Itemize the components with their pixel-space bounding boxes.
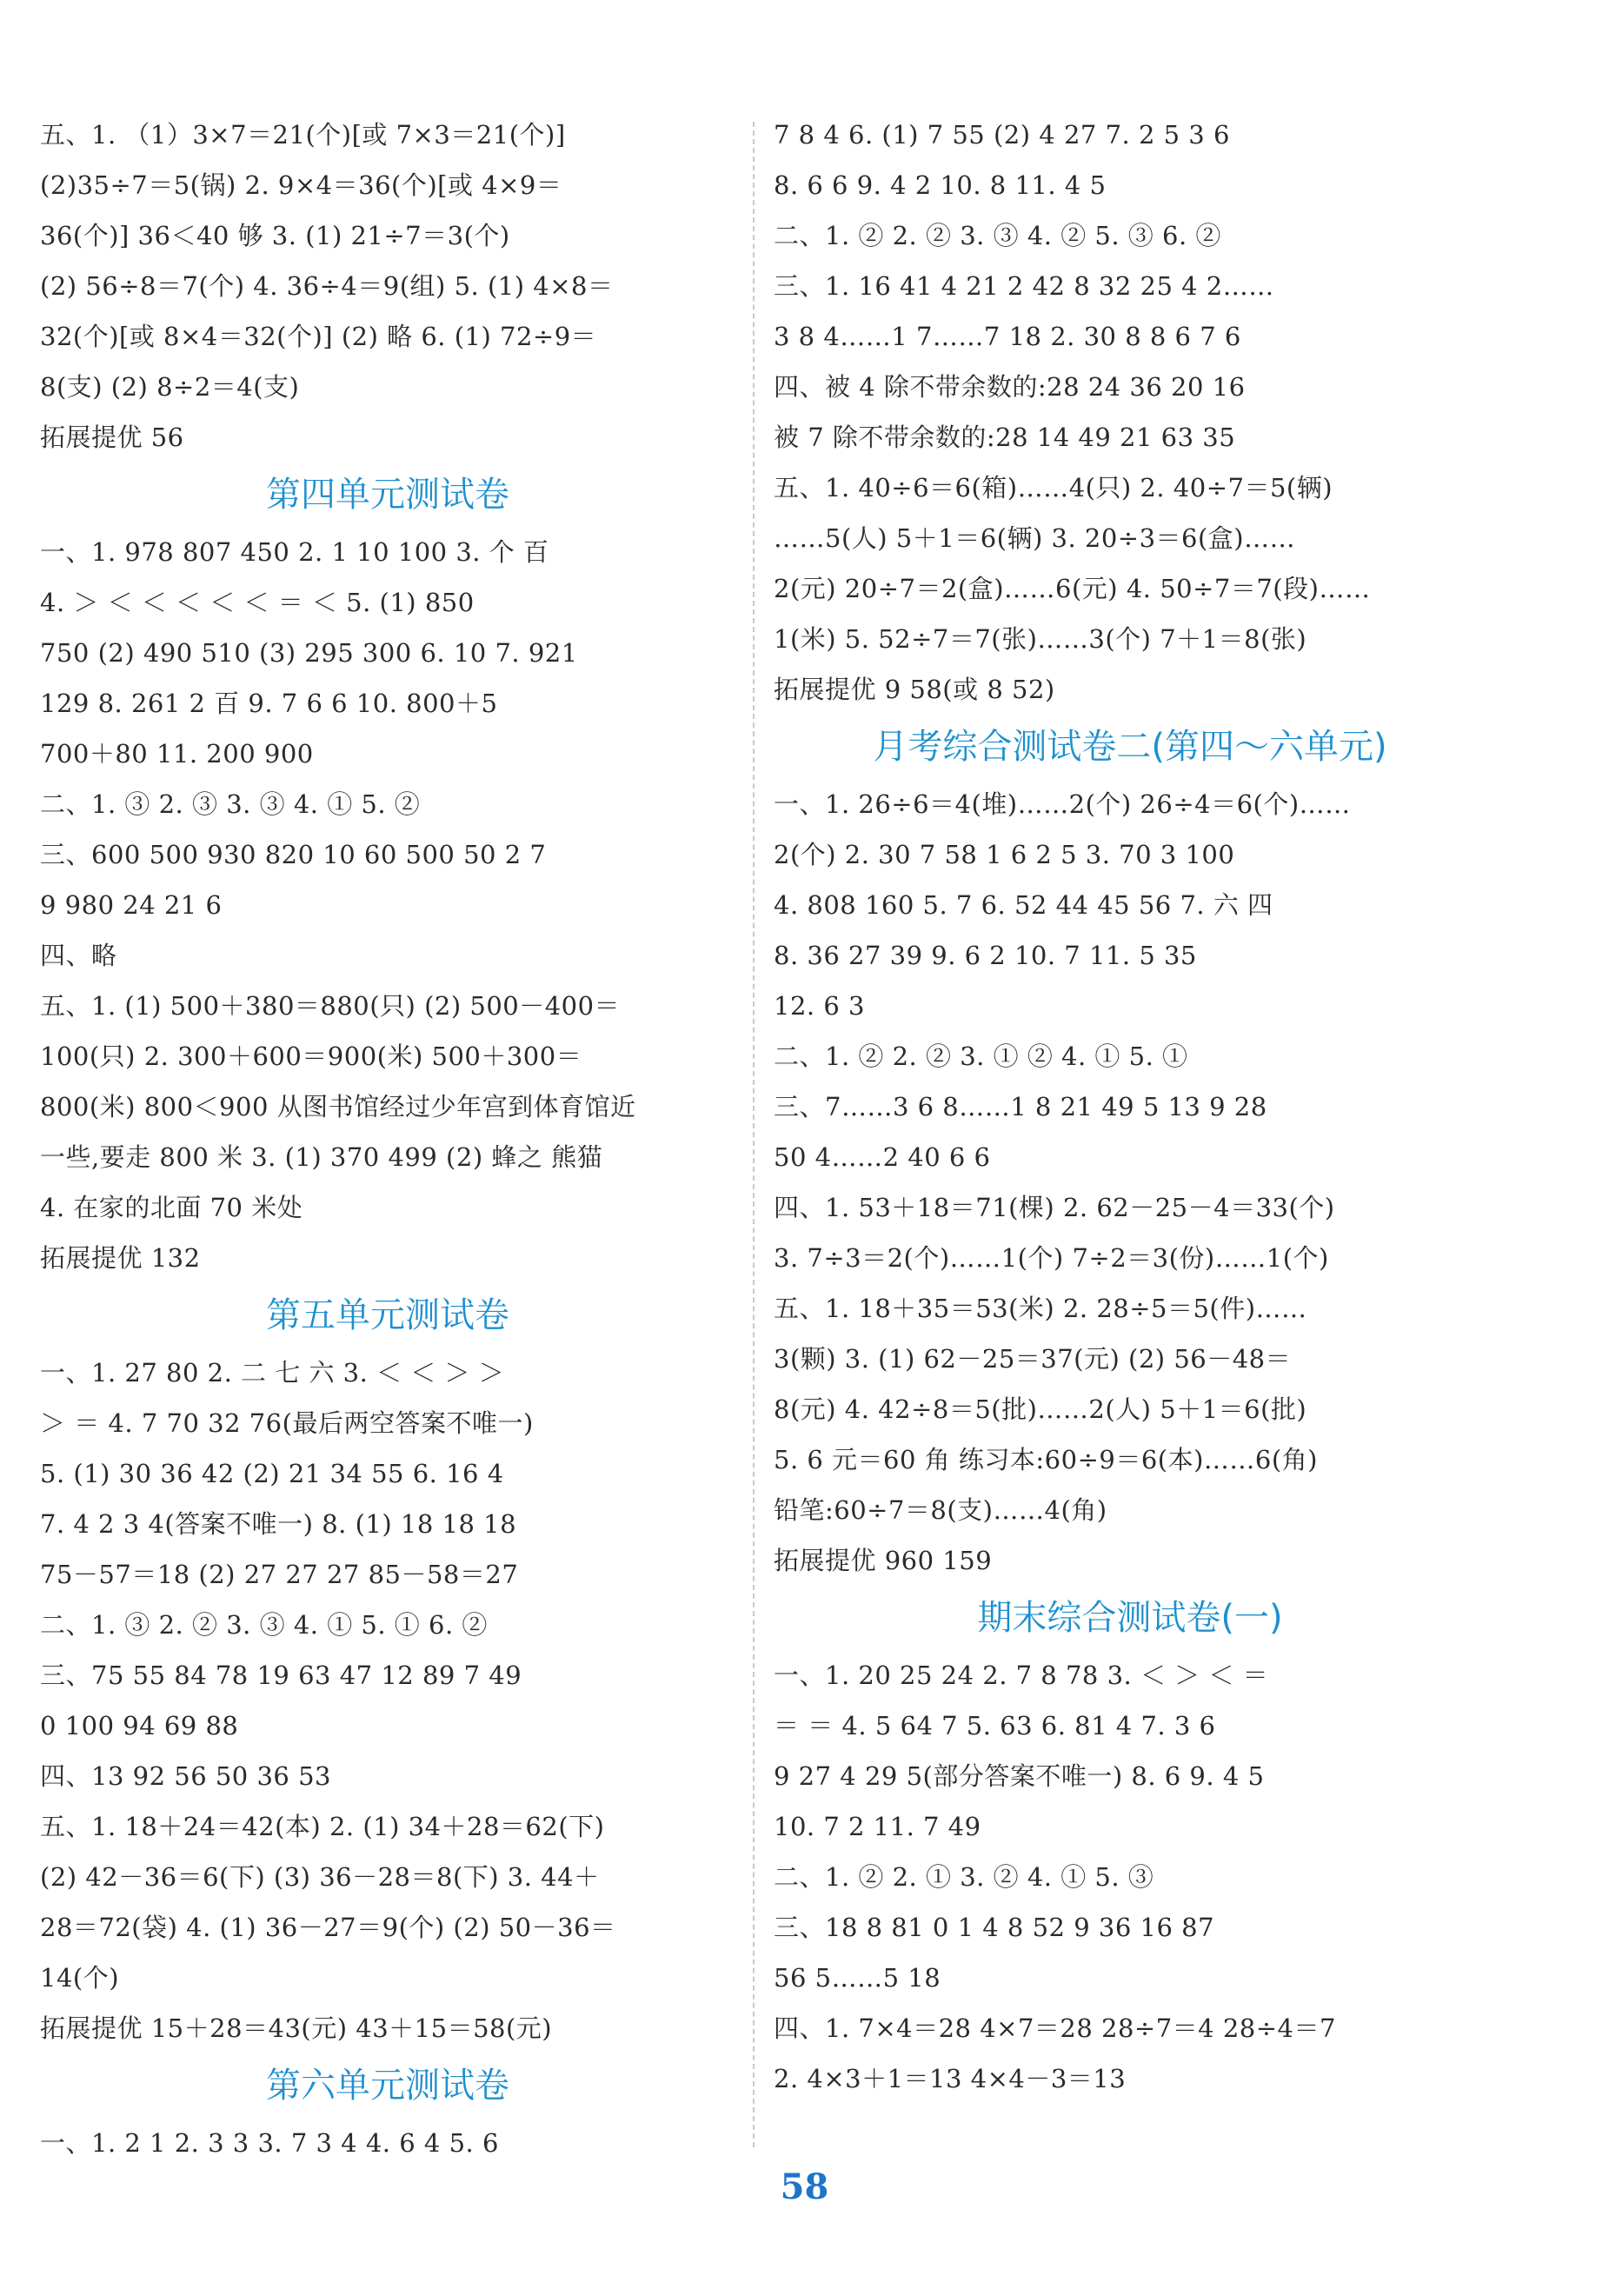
answer-line: 四、被 4 除不带余数的:28 24 36 20 16 bbox=[774, 372, 1246, 402]
answer-line: 二、1. ③ 2. ③ 3. ③ 4. ① 5. ② bbox=[40, 789, 421, 819]
answer-line: ＞ ＝ 4. 7 70 32 76(最后两空答案不唯一) bbox=[40, 1408, 534, 1438]
answer-line: 8(支) (2) 8÷2＝4(支) bbox=[40, 372, 300, 402]
answer-line: 1(米) 5. 52÷7＝7(张)……3(个) 7＋1＝8(张) bbox=[774, 624, 1307, 654]
answer-line: 3. 7÷3＝2(个)……1(个) 7÷2＝3(份)……1(个) bbox=[774, 1243, 1329, 1273]
answer-line: 8. 36 27 39 9. 6 2 10. 7 11. 5 35 bbox=[774, 941, 1197, 970]
answer-line: 四、1. 53＋18＝71(棵) 2. 62－25－4＝33(个) bbox=[774, 1193, 1335, 1222]
answer-line: 5. (1) 30 36 42 (2) 21 34 55 6. 16 4 bbox=[40, 1459, 504, 1488]
answer-line: 8(元) 4. 42÷8＝5(批)……2(人) 5＋1＝6(批) bbox=[774, 1394, 1307, 1424]
answer-line: 被 7 除不带余数的:28 14 49 21 63 35 bbox=[774, 423, 1236, 452]
answer-line: 三、75 55 84 78 19 63 47 12 89 7 49 bbox=[40, 1660, 522, 1690]
answer-line: 3 8 4……1 7……7 18 2. 30 8 8 6 7 6 bbox=[774, 322, 1241, 351]
answer-line: 10. 7 2 11. 7 49 bbox=[774, 1812, 981, 1841]
answer-line: 5. 6 元＝60 角 练习本:60÷9＝6(本)……6(角) bbox=[774, 1445, 1318, 1474]
answer-line: 32(个)[或 8×4＝32(个)] (2) 略 6. (1) 72÷9＝ bbox=[40, 322, 597, 351]
answer-line: 800(米) 800＜900 从图书馆经过少年宫到体育馆近 bbox=[40, 1092, 636, 1121]
answer-line: 四、略 bbox=[40, 941, 117, 970]
answer-line: 三、18 8 81 0 1 4 8 52 9 36 16 87 bbox=[774, 1913, 1215, 1942]
section-heading: 第四单元测试卷 bbox=[266, 475, 509, 515]
answer-line: ……5(人) 5＋1＝6(辆) 3. 20÷3＝6(盒)…… bbox=[774, 523, 1296, 553]
answer-line: 8. 6 6 9. 4 2 10. 8 11. 4 5 bbox=[774, 170, 1107, 200]
answer-line: 28＝72(袋) 4. (1) 36－27＝9(个) (2) 50－36＝ bbox=[40, 1913, 616, 1942]
answer-line: 二、1. ② 2. ② 3. ③ 4. ② 5. ③ 6. ② bbox=[774, 221, 1221, 250]
answer-line: 三、1. 16 41 4 21 2 42 8 32 25 4 2…… bbox=[774, 271, 1274, 301]
answer-line: 50 4……2 40 6 6 bbox=[774, 1142, 991, 1172]
answer-line: 700＋80 11. 200 900 bbox=[40, 739, 314, 769]
answer-line: 二、1. ② 2. ② 3. ① ② 4. ① 5. ① bbox=[774, 1042, 1188, 1071]
answer-line: 12. 6 3 bbox=[774, 991, 865, 1021]
answer-line: 三、7……3 6 8……1 8 21 49 5 13 9 28 bbox=[774, 1092, 1267, 1121]
answer-line: 4. ＞ ＜ ＜ ＜ ＜ ＜ ＝ ＜ 5. (1) 850 bbox=[40, 588, 475, 617]
answer-line: 五、1. 18＋35＝53(米) 2. 28÷5＝5(件)…… bbox=[774, 1294, 1307, 1323]
answer-line: 4. 在家的北面 70 米处 bbox=[40, 1193, 303, 1222]
answer-line: 100(只) 2. 300＋600＝900(米) 500＋300＝ bbox=[40, 1042, 582, 1071]
answer-line: 36(个)] 36＜40 够 3. (1) 21÷7＝3(个) bbox=[40, 221, 510, 250]
answer-line: 129 8. 261 2 百 9. 7 6 6 10. 800＋5 bbox=[40, 689, 498, 718]
answer-line: 2(个) 2. 30 7 58 1 6 2 5 3. 70 3 100 bbox=[774, 840, 1235, 869]
answer-line: 五、1. 18＋24＝42(本) 2. (1) 34＋28＝62(下) bbox=[40, 1812, 605, 1841]
answer-line: 14(个) bbox=[40, 1963, 120, 1993]
answer-line: 一、1. 26÷6＝4(堆)……2(个) 26÷4＝6(个)…… bbox=[774, 789, 1351, 819]
section-heading: 月考综合测试卷二(第四～六单元) bbox=[873, 727, 1387, 767]
answer-line: 7. 4 2 3 4(答案不唯一) 8. (1) 18 18 18 bbox=[40, 1509, 517, 1539]
page-number: 58 bbox=[780, 2166, 829, 2207]
answer-line: 7 8 4 6. (1) 7 55 (2) 4 27 7. 2 5 3 6 bbox=[774, 120, 1230, 150]
column-divider bbox=[753, 122, 755, 2147]
answer-line: 9 27 4 29 5(部分答案不唯一) 8. 6 9. 4 5 bbox=[774, 1761, 1265, 1791]
answer-line: 0 100 94 69 88 bbox=[40, 1711, 239, 1740]
answer-line: 五、1. (1) 500＋380＝880(只) (2) 500－400＝ bbox=[40, 991, 621, 1021]
answer-line: 拓展提优 56 bbox=[40, 423, 184, 452]
answer-line: 二、1. ② 2. ① 3. ② 4. ① 5. ③ bbox=[774, 1862, 1154, 1892]
answer-line: 四、1. 7×4＝28 4×7＝28 28÷7＝4 28÷4＝7 bbox=[774, 2013, 1336, 2043]
answer-line: 一、1. 978 807 450 2. 1 10 100 3. 个 百 bbox=[40, 537, 549, 567]
answer-line: 2. 4×3＋1＝13 4×4－3＝13 bbox=[774, 2064, 1127, 2093]
answer-line: 拓展提优 960 159 bbox=[774, 1546, 993, 1575]
answer-line: 2(元) 20÷7＝2(盒)……6(元) 4. 50÷7＝7(段)…… bbox=[774, 574, 1371, 603]
answer-line: 三、600 500 930 820 10 60 500 50 2 7 bbox=[40, 840, 547, 869]
answer-line: ＝ ＝ 4. 5 64 7 5. 63 6. 81 4 7. 3 6 bbox=[774, 1711, 1216, 1740]
answer-line: 75－57＝18 (2) 27 27 27 85－58＝27 bbox=[40, 1560, 519, 1589]
answer-line: (2)35÷7＝5(锅) 2. 9×4＝36(个)[或 4×9＝ bbox=[40, 170, 562, 200]
answer-line: 五、1. （1）3×7＝21(个)[或 7×3＝21(个)] bbox=[40, 120, 566, 150]
answer-line: 五、1. 40÷6＝6(箱)……4(只) 2. 40÷7＝5(辆) bbox=[774, 473, 1333, 502]
answer-line: 四、13 92 56 50 36 53 bbox=[40, 1761, 331, 1791]
answer-line: 一、1. 2 1 2. 3 3 3. 7 3 4 4. 6 4 5. 6 bbox=[40, 2128, 499, 2158]
answer-line: 一些,要走 800 米 3. (1) 370 499 (2) 蜂之 熊猫 bbox=[40, 1142, 603, 1172]
answer-line: 二、1. ③ 2. ② 3. ③ 4. ① 5. ① 6. ② bbox=[40, 1610, 488, 1640]
answer-line: 一、1. 27 80 2. 二 七 六 3. ＜ ＜ ＞ ＞ bbox=[40, 1358, 505, 1388]
answer-line: 750 (2) 490 510 (3) 295 300 6. 10 7. 921 bbox=[40, 638, 578, 668]
answer-line: 4. 808 160 5. 7 6. 52 44 45 56 7. 六 四 bbox=[774, 890, 1273, 920]
answer-line: 拓展提优 9 58(或 8 52) bbox=[774, 675, 1055, 704]
answer-line: (2) 42－36＝6(下) (3) 36－28＝8(下) 3. 44＋ bbox=[40, 1862, 600, 1892]
section-heading: 第六单元测试卷 bbox=[266, 2066, 509, 2106]
right-column bbox=[774, 110, 1486, 2104]
answer-line: 一、1. 20 25 24 2. 7 8 78 3. ＜ ＞ ＜ ＝ bbox=[774, 1660, 1269, 1690]
answer-line: 铅笔:60÷7＝8(支)……4(角) bbox=[774, 1495, 1107, 1525]
answer-line: 拓展提优 132 bbox=[40, 1243, 201, 1273]
answer-line: 56 5……5 18 bbox=[774, 1963, 941, 1993]
answer-line: 3(颗) 3. (1) 62－25＝37(元) (2) 56－48＝ bbox=[774, 1344, 1292, 1374]
section-heading: 第五单元测试卷 bbox=[266, 1295, 509, 1335]
section-heading: 期末综合测试卷(一) bbox=[977, 1598, 1283, 1638]
answer-line: (2) 56÷8＝7(个) 4. 36÷4＝9(组) 5. (1) 4×8＝ bbox=[40, 271, 614, 301]
answer-line: 9 980 24 21 6 bbox=[40, 890, 223, 920]
answer-line: 拓展提优 15＋28＝43(元) 43＋15＝58(元) bbox=[40, 2013, 553, 2043]
left-column bbox=[40, 110, 735, 2168]
